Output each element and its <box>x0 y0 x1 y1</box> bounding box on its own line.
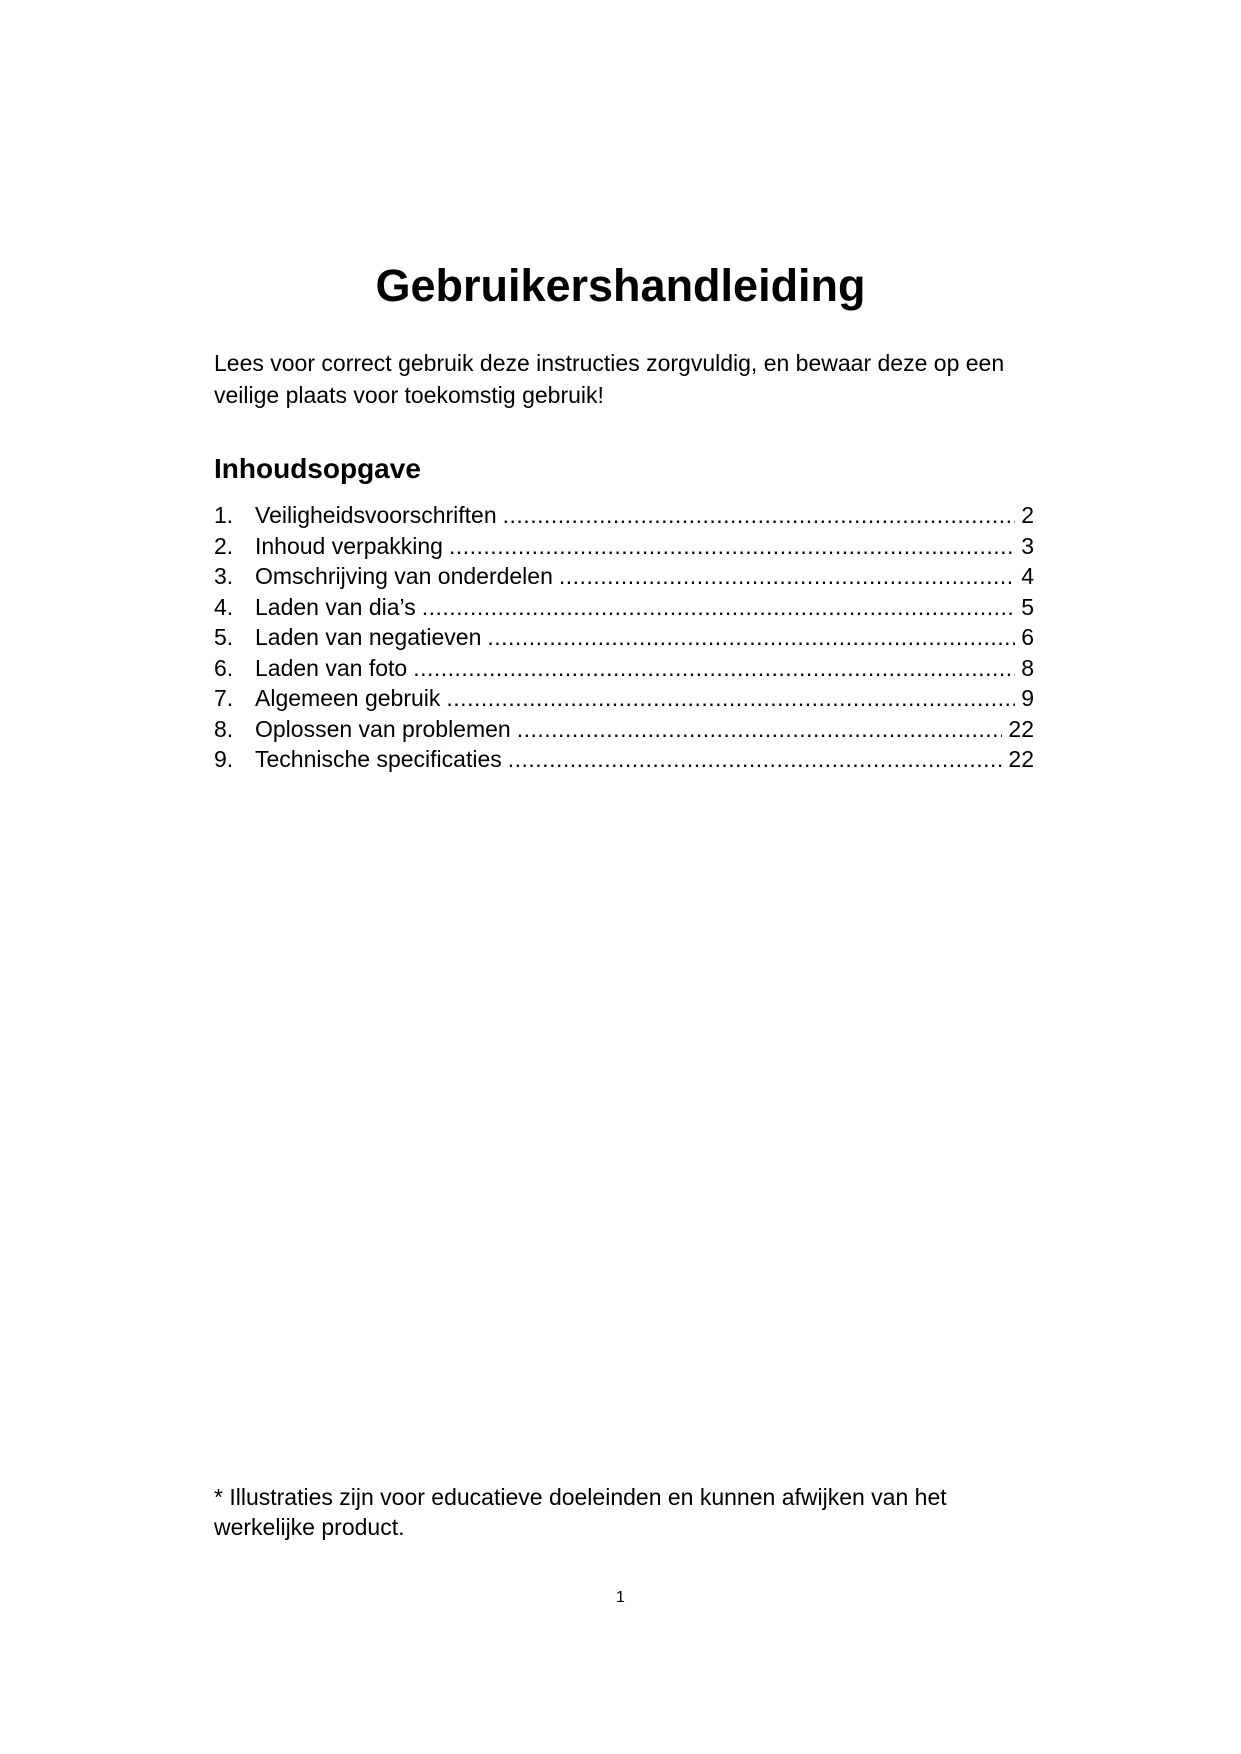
toc-entry-page: 6 <box>1021 624 1034 650</box>
toc-entry-number: 6. <box>214 654 234 681</box>
toc-entry-number: 2. <box>214 532 234 559</box>
toc-entry <box>214 744 1034 775</box>
toc-entry-number: 3. <box>214 563 234 589</box>
toc-entry-title: Algemeen gebruik <box>255 685 441 711</box>
toc-entry <box>214 653 1034 684</box>
toc-dot-leader <box>446 683 1015 713</box>
toc-entry-page: 5 <box>1021 593 1034 620</box>
toc-entry <box>214 714 1034 745</box>
toc-entry <box>214 683 1034 714</box>
toc-entry <box>214 592 1034 623</box>
intro-paragraph: Lees voor correct gebruik deze instructies zorgvuldig, en bewaar deze op een veilige plaats voor toekomstig gebruik! <box>214 350 1005 408</box>
toc-heading: Inhoudsopgave <box>214 453 421 484</box>
toc-entry <box>214 561 1034 592</box>
toc-entry-page: 3 <box>1021 532 1034 559</box>
document-title: Gebruikershandleiding <box>375 260 866 311</box>
toc-entry-title: Technische specificaties <box>255 746 502 772</box>
toc-entry-title: Laden van foto <box>255 654 408 681</box>
toc-entry <box>214 500 1034 531</box>
toc-entry <box>214 531 1034 562</box>
toc-entry-page: 2 <box>1021 502 1034 528</box>
toc-entry-number: 1. <box>214 502 234 528</box>
toc-entry-title: Laden van negatieven <box>255 624 482 650</box>
toc-dot-leader <box>517 714 1003 744</box>
toc-dot-leader <box>449 531 1015 561</box>
toc-entry-title: Inhoud verpakking <box>255 532 443 559</box>
toc-entry-number: 5. <box>214 624 234 650</box>
toc-dot-leader <box>559 561 1015 591</box>
toc-entry-page: 22 <box>1008 746 1034 772</box>
toc-entry-number: 7. <box>214 685 234 711</box>
toc-entry-page: 22 <box>1008 715 1034 742</box>
toc-entry-number: 9. <box>214 746 234 772</box>
toc-entry-page: 8 <box>1021 654 1034 681</box>
toc-dot-leader <box>487 622 1015 652</box>
toc-entry-title: Laden van dia’s <box>255 593 416 620</box>
toc-entry-number: 4. <box>214 593 234 620</box>
toc-dot-leader <box>413 653 1015 683</box>
toc-entry-title: Oplossen van problemen <box>255 715 511 742</box>
table-of-contents <box>214 500 1034 775</box>
toc-dot-leader <box>503 500 1016 530</box>
footnote: * Illustraties zijn voor educatieve doeleinden en kunnen afwijken van het werkelijke product. <box>214 1484 947 1540</box>
toc-entry-title: Omschrijving van onderdelen <box>255 563 553 589</box>
toc-dot-leader <box>508 744 1003 774</box>
toc-dot-leader <box>422 592 1015 622</box>
page-number: 1 <box>616 1589 625 1606</box>
toc-entry-number: 8. <box>214 715 234 742</box>
toc-entry-page: 9 <box>1021 685 1034 711</box>
toc-entry-title: Veiligheidsvoorschriften <box>255 502 497 528</box>
toc-entry <box>214 622 1034 653</box>
toc-entry-page: 4 <box>1021 563 1034 589</box>
